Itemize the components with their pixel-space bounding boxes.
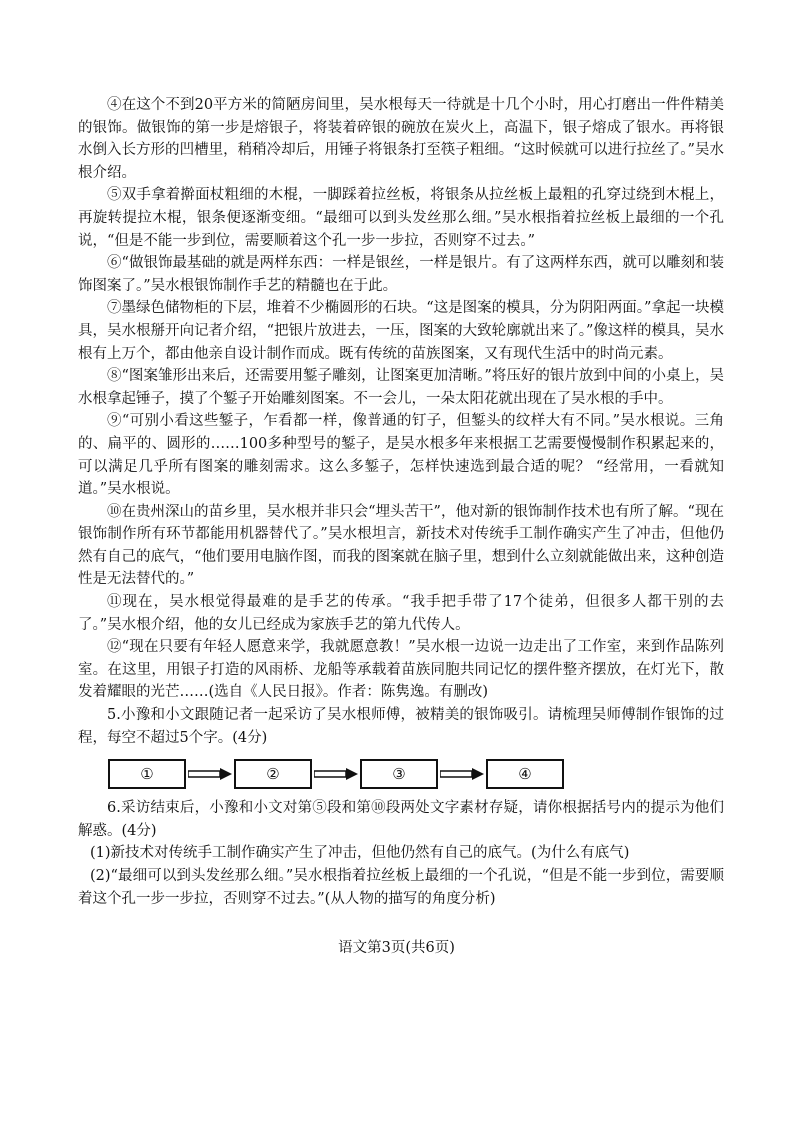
flow-box-label: ④ (518, 765, 532, 784)
flow-box-label: ③ (392, 765, 406, 784)
page-content (78, 94, 724, 910)
arrow-right-icon (313, 768, 359, 780)
question-6-part-1: (1)新技术对传统手工制作确实产生了冲击，但他仍然有自己的底气。(为什么有底气) (90, 845, 630, 862)
paragraph-5: ⑤双手拿着擀面杖粗细的木棍，一脚踩着拉丝板，将银条从拉丝板上最粗的孔穿过绕到木棍上，再旋转提拉木棍，银条便逐渐变细。“最细可以到头发丝那么细。”吴水根指着拉丝板上最细的一个孔说，“但是不能一步到位，需要顺着这个孔一步一步拉，否则穿不过去。” (78, 187, 724, 249)
page-footer: 语文第3页(共6页) (338, 940, 455, 956)
paragraph-4: ④在这个不到20平方米的简陋房间里，吴水根每天一待就是十几个小时，用心打磨出一件件精美的银饰。做银饰的第一步是熔银子，将装着碎银的碗放在炭火上，高温下，银子熔成了银水。再将银水倒入长方形的凹槽里，稍稍冷却后，用锤子将银条打至筷子粗细。“这时候就可以进行拉丝了。”吴水根介绍。 (78, 97, 724, 181)
question-6: 6.采访结束后，小豫和小文对第⑤段和第⑩段两处文字素材存疑，请你根据括号内的提示为他们解惑。(4分) (78, 800, 724, 839)
question-6-part-2: (2)“最细可以到头发丝那么细。”吴水根指着拉丝板上最细的一个孔说，“但是不能一步到位，需要顺着这个孔一步一步拉，否则穿不过去。”(从人物的描写的角度分析) (78, 868, 724, 907)
paragraph-9: ⑨“可别小看这些錾子，乍看都一样，像普通的钉子，但錾头的纹样大有不同。”吴水根说。三角的、扁平的、圆形的……100多种型号的錾子，是吴水根多年来根据工艺需要慢慢制作积累起来的，可以满足几乎所有图案的雕刻需求。这么多錾子，怎样快速选到最合适的呢？ “经常用，一看就知道。”吴水根说。 (78, 413, 724, 498)
paragraph-12: ⑫“现在只要有年轻人愿意来学，我就愿意教！”吴水根一边说一边走出了工作室，来到作品陈列室。在这里，用银子打造的风雨桥、龙船等承载着苗族同胞共同记忆的摆件整齐摆放，在灯光下，散发着耀眼的光芒……(选自《人民日报》。作者：陈隽逸。有删改) (78, 639, 724, 701)
paragraph-6: ⑥“做银饰最基础的就是两样东西：一样是银丝，一样是银片。有了这两样东西，就可以雕刻和装饰图案了。”吴水根银饰制作手艺的精髓也在于此。 (78, 255, 724, 294)
paragraph-7: ⑦墨绿色储物柜的下层，堆着不少椭圆形的石块。“这是图案的模具，分为阴阳两面。”拿起一块模具，吴水根掰开向记者介绍，“把银片放进去，一压，图案的大致轮廓就出来了。”像这样的模具，吴水根有上万个，都由他亲自设计制作而成。既有传统的苗族图案，又有现代生活中的时尚元素。 (78, 300, 724, 362)
flow-box-4[interactable] (486, 759, 564, 789)
paragraph-10: ⑩在贵州深山的苗乡里，吴水根并非只会“埋头苦干”，他对新的银饰制作技术也有所了解。“现在银饰制作所有环节都能用机器替代了。”吴水根坦言，新技术对传统手工制作确实产生了冲击，但他仍然有自己的底气，“他们要用电脑作图，而我的图案就在脑子里，想到什么立刻就能做出来，这种创造性是无法替代的。” (78, 503, 724, 588)
flow-box-label: ② (266, 765, 280, 784)
paragraph-8: ⑧“图案雏形出来后，还需要用錾子雕刻，让图案更加清晰。”将压好的银片放到中间的小桌上，吴水根拿起锤子，摸了个錾子开始雕刻图案。不一会儿，一朵太阳花就出现在了吴水根的手中。 (78, 368, 724, 407)
flow-box-2[interactable] (234, 759, 312, 789)
question-5: 5.小豫和小文跟随记者一起采访了吴水根师傅，被精美的银饰吸引。请梳理吴师傅制作银饰的过程，每空不超过5个字。(4分) (78, 707, 724, 746)
flow-box-3[interactable] (360, 759, 438, 789)
arrow-right-icon (187, 768, 233, 780)
flow-box-1[interactable] (108, 759, 186, 789)
process-flowchart (108, 757, 724, 791)
paragraph-11: ⑪现在，吴水根觉得最难的是手艺的传承。“我手把手带了17个徒弟，但很多人都干别的去了。”吴水根介绍，他的女儿已经成为家族手艺的第九代传人。 (78, 594, 724, 633)
arrow-right-icon (439, 768, 485, 780)
flow-box-label: ① (140, 765, 154, 784)
